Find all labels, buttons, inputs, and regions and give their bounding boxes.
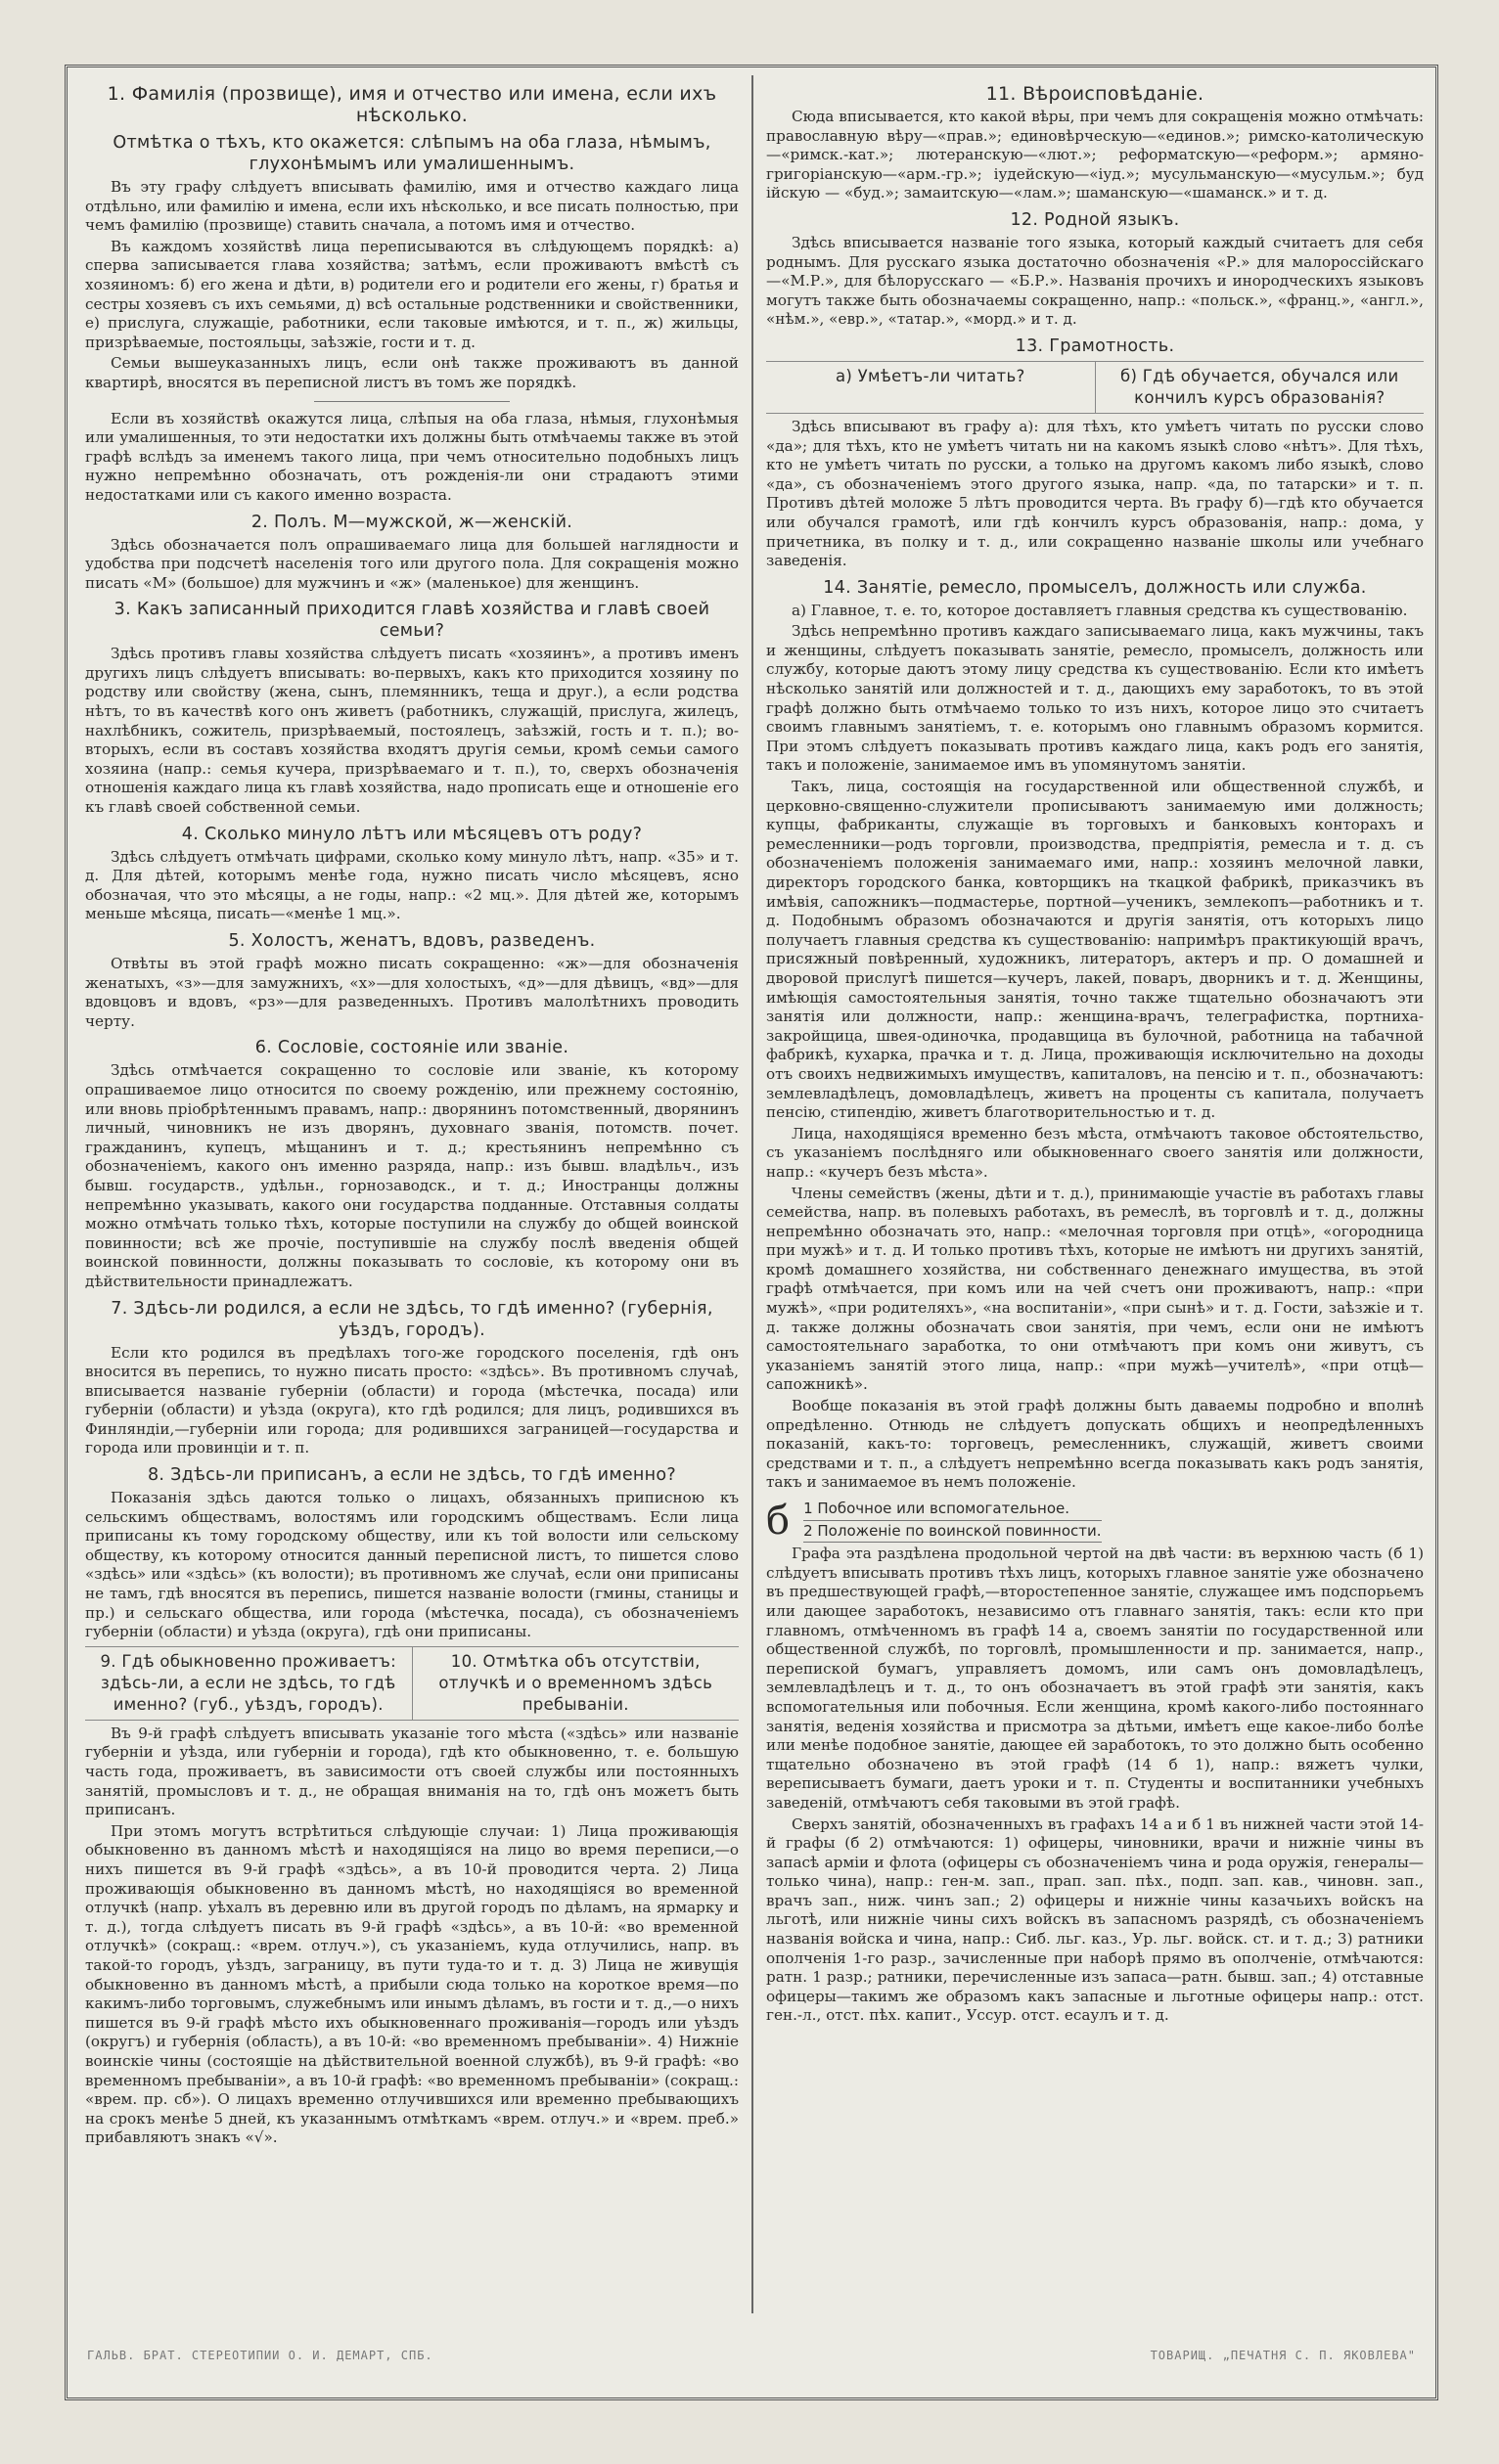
- section-1-paragraph: Въ эту графу слѣдуетъ вписывать фамилію, имя и отчество каждаго лица отдѣльно, или фамилію и имена, если ихъ нѣсколько, и все писать полностью, при чемъ фамилію (прозвище) ставить сначала, а потомъ имя и отчество.: [85, 178, 739, 235]
- section-9-title: 9. Гдѣ обыкновенно проживаетъ: здѣсь-ли, а если не здѣсь, то гдѣ именно? (губ., уѣздъ, городъ).: [100, 1651, 396, 1714]
- section-10-title: 10. Отмѣтка объ отсутствіи, отлучкѣ и о временномъ здѣсь пребываніи.: [438, 1651, 713, 1714]
- section-12-title: 12. Родной языкъ.: [1010, 209, 1180, 230]
- note-secondary-occupation: 1 Побочное или вспомогательное.: [803, 1499, 1101, 1521]
- section-14b-header: [766, 1499, 1424, 1543]
- section-13a-title: а) Умѣетъ-ли читать?: [835, 366, 1025, 385]
- section-9-paragraph: Въ 9-й графѣ слѣдуетъ вписывать указаніе того мѣста («здѣсь» или названіе губерніи и уѣзда, или губерніи и города), гдѣ кто обыкновенно, т. е. большую часть года, проживаетъ, въ зависимости отъ своей службы или постоянныхъ занятій, промысловъ и т. д., не обращая вниманія на то, гдѣ онъ можетъ быть приписанъ.: [85, 1724, 739, 1819]
- section-1-title: 1. Фамилія (прозвище), имя и отчество или имена, если ихъ нѣсколько.: [107, 83, 717, 126]
- section-3-title: 3. Какъ записанный приходится главѣ хозяйства и главѣ своей семьи?: [114, 600, 710, 642]
- section-1-subtitle: Отмѣтка о тѣхъ, кто окажется: слѣпымъ на оба глаза, нѣмымъ, глухонѣмымъ или умалишеннымъ.: [113, 133, 711, 174]
- section-4-title: 4. Сколько минуло лѣтъ или мѣсяцевъ отъ роду?: [181, 824, 643, 844]
- printer-imprint-left: ГАЛЬВ. БРАТ. СТЕРЕОТИПИИ О. И. ДЕМАРТ, СПБ.: [87, 2349, 433, 2362]
- section-8-paragraph: Показанія здѣсь даются только о лицахъ, обязанныхъ приписною къ сельскимъ обществамъ, волостямъ или городскимъ обществамъ. Если лица приписаны къ тому городскому обществу, или къ той волости или сельскому обществу, къ которому относится данный переписной листъ, то пишется слово «здѣсь» или «здѣсь» (къ волости); въ противномъ же случаѣ, если они приписаны не тамъ, гдѣ вносятся въ перепись, пишется названіе волости (гмины, станицы и пр.) и сельскаго общества, или города (мѣстечка, посада), съ обозначеніемъ губерніи (области) и уѣзда (округа), гдѣ они приписаны.: [85, 1489, 739, 1641]
- section-12-paragraph: Здѣсь вписывается названіе того языка, который каждый считаетъ для себя роднымъ. Для русскаго языка достаточно обозначенія «Р.» для малороссійскаго—«М.Р.», для бѣлорусскаго — «Б.Р.». Названія прочихъ и инородческихъ языковъ могутъ также быть обозначаемы сокращенно, напр.: «польск.», «франц.», «англ.», «нѣм.», «евр.», «татар.», «морд.» и т. д.: [766, 233, 1424, 329]
- section-14b-paragraph: Графа эта раздѣлена продольной чертой на двѣ части: въ верхнюю часть (б 1) слѣдуетъ вписывать противъ тѣхъ лицъ, которыхъ главное занятіе уже обозначено въ предшествующей графѣ,—второстепенное занятіе, служащее имъ подспорьемъ или дающее заработокъ, независимо отъ главнаго занятія, такъ: если кто при главномъ, отмѣченномъ въ графѣ 14 а, своемъ занятіи по государственной или общественной службѣ, по торговлѣ, промышленности и пр. занимается, напр., перепиской бумагъ, управляетъ домомъ, или самъ онъ домовладѣлецъ, землевладѣлецъ и т. д., то онъ обозначаетъ въ этой графѣ эти занятія, какъ вспомогательныя или побочныя. Если женщина, кромѣ какого-либо постояннаго занятія, веденія хозяйства и присмотра за дѣтьми, имѣетъ еще какое-либо болѣе или менѣе подобное занятіе, дающее ей заработокъ, то это должно быть особенно тщательно обозначено въ этой графѣ (14 б 1), напр.: вяжетъ чулки, вереписываетъ бумаги, даетъ уроки и т. п. Студенты и воспитанники учебныхъ заведеній, отмѣчаютъ себя таковыми въ этой графѣ.: [766, 1545, 1424, 1812]
- section-14-paragraph: Вообще показанія въ этой графѣ должны быть даваемы подробно и вполнѣ опредѣленно. Отнюдь не слѣдуетъ допускать общихъ и неопредѣленныхъ показаній, какъ-то: торговецъ, ремесленникъ, служащій, живетъ своими средствами и т. п., а слѣдуетъ непремѣнно всегда показывать какъ родъ занятія, такъ и занимаемое въ немъ положеніе.: [766, 1397, 1424, 1492]
- section-14b-letter: б: [766, 1498, 791, 1544]
- section-2-title: 2. Полъ. М—мужской, ж—женскій.: [250, 512, 573, 532]
- section-14-paragraph: Члены семействъ (жены, дѣти и т. д.), принимающіе участіе въ работахъ главы семейства, напр. въ полевыхъ работахъ, въ ремеслѣ, въ торговлѣ и т. д., должны непремѣнно обозначать это, напр.: «мелочная торговля при отцѣ», «огородница при мужѣ» и т. д. И только противъ тѣхъ, которые не имѣютъ ни другихъ занятій, кромѣ домашнего хозяйства, ни собственнаго денежнаго имущества, въ этой графѣ отмѣчается, при комъ или на чей счетъ они проживаютъ, напр.: «при мужѣ», «при родителяхъ», «на воспитаніи», «при сынѣ» и т. д. Гости, заѣзжіе и т. д. также должны обозначать свои занятія, при чемъ, если они не имѣютъ самостоятельнаго заработка, то они отмѣчаютъ при комъ они живутъ, съ указаніемъ занятій этого лица, напр.: «при мужѣ—учителѣ», «при отцѣ—сапожникѣ».: [766, 1184, 1424, 1394]
- section-13b-title: б) Гдѣ обучается, обучался или кончилъ курсъ образованія?: [1120, 366, 1399, 407]
- section-14-paragraph: Лица, находящіяся временно безъ мѣста, отмѣчаютъ таковое обстоятельство, съ указаніемъ послѣдняго или обыкновеннаго своего занятія или должности, напр.: «кучеръ безъ мѣста».: [766, 1124, 1424, 1181]
- section-11-paragraph: Сюда вписывается, кто какой вѣры, при чемъ для сокращенія можно отмѣчать: православную вѣру—«прав.»; единовѣрческую—«единов.»; римско-католическую—«римск.-кат.»; лютеранскую—«лют.»; реформатскую—«реформ.»; армяно-григоріанскую—«арм.-гр.»; іудейскую—«іуд.»; мусульманскую—«мусульм.»; буд ійскую — «буд.»; замаитскую—«лам.»; шаманскую—«шаманск.» и т. д.: [766, 108, 1424, 202]
- section-6-title: 6. Сословіе, состояніе или званіе.: [254, 1038, 569, 1058]
- section-14-paragraph: Здѣсь непремѣнно противъ каждаго записываемаго лица, какъ мужчины, такъ и женщины, слѣдуетъ показывать занятіе, ремесло, промыселъ, должность или службу, которые даютъ этому лицу средства къ существованію. Если кто имѣетъ нѣсколько занятій или должностей и т. д., дающихъ ему заработокъ, то въ этой графѣ должно быть отмѣчаемо только то изъ нихъ, которое лицо это считаетъ своимъ главнымъ занятіемъ, т. е. которымъ оно главнымъ образомъ кормится. При этомъ слѣдуетъ показывать противъ каждаго лица, какъ родъ его занятія, такъ и положеніе, занимаемое имъ въ упомянутомъ занятіи.: [766, 622, 1424, 775]
- section-5-paragraph: Отвѣты въ этой графѣ можно писать сокращенно: «ж»—для обозначенія женатыхъ, «з»—для замужнихъ, «х»—для холостыхъ, «д»—для дѣвицъ, «вд»—для вдовцовъ и вдовъ, «рз»—для разведенныхъ. Противъ малолѣтнихъ проводить черту.: [85, 955, 739, 1030]
- section-13-title: 13. Грамотность.: [1015, 336, 1175, 356]
- section-1-paragraph: Въ каждомъ хозяйствѣ лица переписываются въ слѣдующемъ порядкѣ: а) сперва записывается глава хозяйства; затѣмъ, если проживаютъ вмѣстѣ съ хозяиномъ: б) его жена и дѣти, в) родители его и родители его жены, г) братья и сестры хозяевъ съ ихъ семьями, д) всѣ остальные родственники и свойственники, е) прислуга, служащіе, работники, если таковые имѣются, и т. п., ж) жильцы, призрѣваемые, постояльцы, заѣзжіе, гости и т. д.: [85, 237, 739, 351]
- sections-9-10-header: [85, 1646, 739, 1721]
- section-14-paragraph: Такъ, лица, состоящія на государственной или общественной службѣ, и церковно-священно-служители прописываютъ занимаемую ими должность; купцы, фабриканты, служащіе въ торговыхъ и банковыхъ конторахъ и ремесленники—родъ торговли, производства, предпріятія, ремесла и т. д. съ обозначеніемъ положенія занимаемаго ими, напр.: хозяинъ мелочной лавки, директоръ городского банка, ковторщикъ на ткацкой фабрикѣ, приказчикъ въ имѣвія, сапожникъ—подмастерье, портной—ученикъ, землекопъ—работникъ и т. д. Подобнымъ образомъ обозначаются и другія занятія, отъ которыхъ лицо получаетъ главныя средства къ существованію: напримѣръ практикующій врачъ, присяжный повѣренный, художникъ, литераторъ, актеръ и пр. О домашней и дворовой прислугѣ пишется—кучеръ, лакей, поваръ, дворникъ и т. д. Женщины, имѣющія самостоятельныя занятія, точно также тщательно обозначаютъ эти занятія или должности, напр.: женщина-врачъ, телеграфистка, портниха-закройщица, швея-одиночка, продавщица въ булочной, работница на табачной фабрикѣ, кухарка, прачка и т. д. Лица, проживающія исключительно на доходы отъ своихъ недвижимыхъ имуществъ, капиталовъ, на пенсію и т. п., обозначаютъ: землевладѣлецъ, домовладѣлецъ, живетъ на проценты съ капитала, получаетъ пенсію, стипендію, живетъ благотворительностью и т. д.: [766, 778, 1424, 1122]
- section-3-paragraph: Здѣсь противъ главы хозяйства слѣдуетъ писать «хозяинъ», а противъ именъ другихъ лицъ слѣдуетъ вписывать: во-первыхъ, какъ кто приходится хозяину по родству или свойству (жена, сынъ, племянникъ, теща и друг.), а если родства нѣтъ, то въ качествѣ кого онъ живетъ (работникъ, служащій, прислуга, жилецъ, нахлѣбникъ, сожитель, призрѣваемый, постоялецъ, заѣзжій, гость и т. п.); во-вторыхъ, если въ составъ хозяйства входятъ другія семьи, кромѣ семьи самого хозяина (напр.: семья кучера, призрѣваемаго и т. п.), то, сверхъ обозначенія отношенія каждаго лица къ главѣ хозяйства, надо прописать еще и отношеніе его къ главѣ своей собственной семьи.: [85, 645, 739, 817]
- section-1-paragraph: Если въ хозяйствѣ окажутся лица, слѣпыя на оба глаза, нѣмыя, глухонѣмыя или умалишенныя, то эти недостатки ихъ должны быть отмѣчаемы также въ этой графѣ вслѣдъ за именемъ такого лица, при чемъ относительно подобныхъ лицъ нужно непремѣнно обозначать, отъ рожденія-ли они страдаютъ этими недостатками или съ какого именно возраста.: [85, 409, 739, 504]
- section-13-paragraph: Здѣсь вписывают въ графу а): для тѣхъ, кто умѣетъ читать по русски слово «да»; для тѣхъ, кто не умѣетъ читать ни на какомъ языкѣ слово «нѣтъ». Для тѣхъ, кто не умѣетъ читать по русски, а только на другомъ какомъ либо языкѣ, слово «да», съ обозначеніемъ этого другого языка, напр. «да, по татарски» и т. п. Противъ дѣтей моложе 5 лѣтъ проводится черта. Въ графу б)—гдѣ кто обучается или обучался грамотѣ, или гдѣ кончилъ курсъ образованія, напр.: дома, у причетника, въ полку и т. д., или сокращенно названіе школы или учебнаго заведенія.: [766, 417, 1424, 570]
- left-column: [85, 77, 739, 2309]
- section-7-paragraph: Если кто родился въ предѣлахъ того-же городского поселенія, гдѣ онъ вносится въ перепись, то нужно писать просто: «здѣсь». Въ противномъ случаѣ, вписывается названіе губерніи (области) и города (мѣстечка, посада) или губерніи (области) и уѣзда (округа), кто гдѣ родился; для лицъ, родившихся въ Финляндіи,—губерніи или города; для родившихся заграницей—государства и города или провинціи и т. п.: [85, 1343, 739, 1457]
- section-7-title: 7. Здѣсь-ли родился, а если не здѣсь, то гдѣ именно? (губернія, уѣздъ, городъ).: [111, 1298, 713, 1340]
- section-1-paragraph: Семьи вышеуказанныхъ лицъ, если онѣ также проживаютъ въ данной квартирѣ, вносятся въ переписной листъ въ томъ же порядкѣ.: [85, 354, 739, 391]
- section-5-title: 5. Холостъ, женатъ, вдовъ, разведенъ.: [228, 931, 596, 951]
- section-11-title: 11. Вѣроисповѣданіе.: [985, 83, 1204, 105]
- section-14-title: 14. Занятіе, ремесло, промыселъ, должность или служба.: [823, 577, 1367, 598]
- note-military-status: 2 Положеніе по воинской повинности.: [803, 1521, 1101, 1544]
- section-2-paragraph: Здѣсь обозначается полъ опрашиваемаго лица для большей наглядности и удобства при подсчетѣ населенія того или другого пола. Для сокращенія можно писать «М» (большое) для мужчинъ и «ж» (маленькое) для женщинъ.: [85, 535, 739, 592]
- section-6-paragraph: Здѣсь отмѣчается сокращенно то сословіе или званіе, къ которому опрашиваемое лицо относится по своему рожденію, или прежнему состоянію, или вновь пріобрѣтеннымъ правамъ, напр.: дворянинъ потомственный, дворянинъ личный, чиновникъ не изъ дворянъ, духовнаго званія, потомств. почет. гражданинъ, купецъ, мѣщанинъ и т. д.; крестьянинъ непремѣнно съ обозначеніемъ, какого онъ именно разряда, напр.: изъ бывш. владѣльч., изъ бывш. государств., удѣльн., горнозаводск., и т. д.; Иностранцы должны непремѣнно указывать, какого они государства подданные. Отставныя солдаты можно отмѣчать только тѣхъ, которые поступили на службу до общей воинской повинности; всѣ же прочіе, поступившіе на службу послѣ введенія общей воинской повинности, должны показывать то сословіе, къ которому они въ дѣйствительности принадлежатъ.: [85, 1061, 739, 1290]
- separator-rule: [314, 401, 510, 402]
- section-13-subheader: [766, 361, 1424, 414]
- section-8-title: 8. Здѣсь-ли приписанъ, а если не здѣсь, то гдѣ именно?: [147, 1465, 676, 1486]
- section-14-subtitle: а) Главное, т. е. то, которое доставляетъ главныя средства къ существованію.: [792, 601, 1408, 619]
- section-14b-paragraph: Сверхъ занятій, обозначенныхъ въ графахъ 14 а и б 1 въ нижней части этой 14-й графы (б 2) отмѣчаются: 1) офицеры, чиновники, врачи и нижніе чины въ запасѣ арміи и флота (офицеры съ обозначеніемъ чина и рода оружія, генералы—только чина), напр.: ген-м. зап., прап. зап. пѣх., подп. зап. кав., чиновн. зап., врачъ зап., ниж. чинъ зап.; 2) офицеры и нижніе чины казачьихъ войскъ на льготѣ, или нижніе чины сихъ войскъ въ запасномъ разрядѣ, съ обозначеніемъ названія войска и чина, напр.: Сиб. льг. каз., Ур. льг. войск. ст. и т. д.; 3) ратники ополченія 1-го разр., зачисленные при наборѣ прямо въ ополченіе, отмѣчаются: ратн. 1 разр.; ратники, перечисленные изъ запаса—ратн. бывш. зап.; 4) отставные офицеры—такимъ же образомъ какъ запасные и льготные офицеры напр.: отст. ген.-л., отст. пѣх. капит., Уссур. отст. есаулъ и т. д.: [766, 1814, 1424, 2025]
- right-column: [766, 77, 1424, 2309]
- printer-imprint-right: ТОВАРИЩ. „ПЕЧАТНЯ С. П. ЯКОВЛЕВА": [1150, 2349, 1416, 2362]
- section-9-paragraph: При этомъ могутъ встрѣтиться слѣдующіе случаи: 1) Лица проживающія обыкновенно въ данномъ мѣстѣ и находящіяся на лицо во время переписи,—о нихъ пишется въ 9-й графѣ «здѣсь», а въ 10-й проводится черта. 2) Лица проживающія обыкновенно въ данномъ мѣстѣ, но находящіяся во временной отлучкѣ (напр. уѣхалъ въ деревню или въ другой городъ по дѣламъ, на ярмарку и т. д.), тогда слѣдуетъ писать въ 9-й графѣ «здѣсь», а въ 10-й: «во временной отлучкѣ» (сокращ.: «врем. отлуч.»), съ указаніемъ, куда отлучились, напр. въ такой-то городъ, уѣздъ, заграницу, въ пути туда-то и т. д. 3) Лица не живущія обыкновенно въ данномъ мѣстѣ, а прибыли сюда только на короткое время—по какимъ-либо торговымъ, служебнымъ или инымъ дѣламъ, въ гости и т. д.,—о нихъ пишется въ 9-й графѣ мѣсто ихъ обыкновеннаго проживанія—городъ или уѣздъ (округъ) и губернія (область), а въ 10-й: «во временномъ пребываніи». 4) Нижніе воинскіе чины (состоящіе на дѣйствительной военной службѣ), въ 9-й графѣ: «во временномъ пребываніи», а въ 10-й графѣ: «во временномъ пребываніи» (сокращ.: «врем. пр. сб»). О лицахъ временно отлучившихся или временно пребывающихъ на срокъ менѣе 5 дней, къ указаннымъ отмѣткамъ «врем. отлуч.» и «врем. преб.» прибавляютъ знакъ «√».: [85, 1821, 739, 2147]
- section-4-paragraph: Здѣсь слѣдуетъ отмѣчать цифрами, сколько кому минуло лѣтъ, напр. «35» и т. д. Для дѣтей, которымъ менѣе года, нужно писать число мѣсяцевъ, ясно обозначая, что это мѣсяцы, а не годы, напр.: «2 мц.». Для дѣтей же, которымъ меньше мѣсяца, писать—«менѣе 1 мц.».: [85, 847, 739, 923]
- column-divider: [751, 75, 753, 2313]
- census-instruction-sheet: [65, 65, 1438, 2400]
